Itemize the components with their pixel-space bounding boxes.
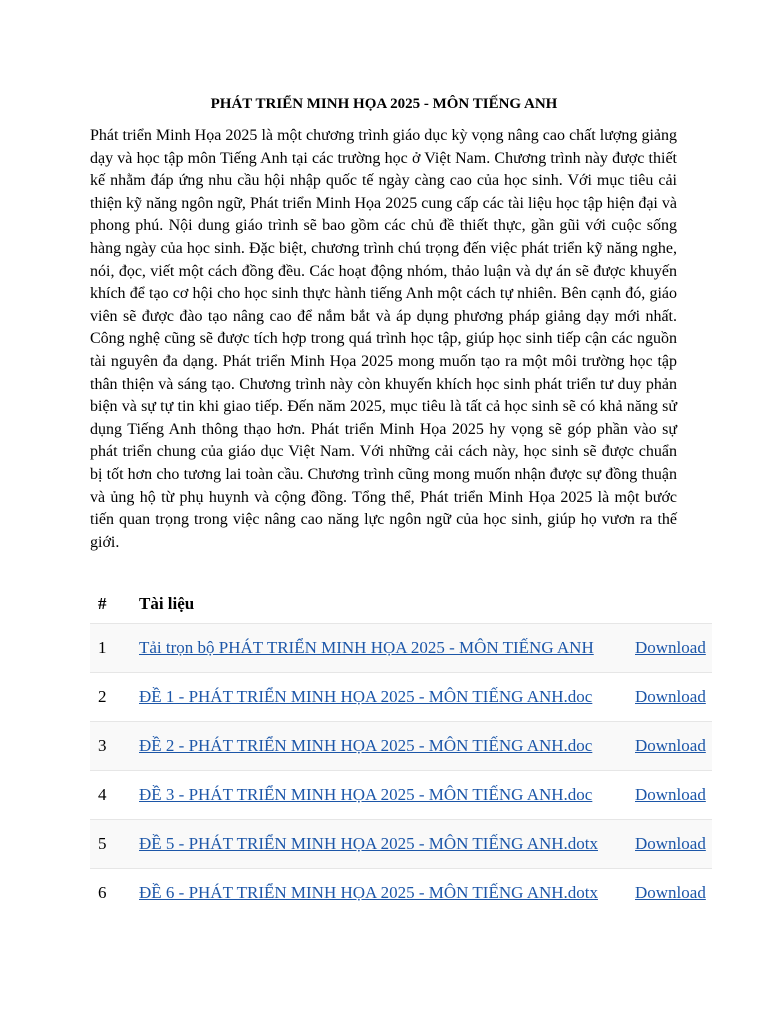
download-link[interactable]: Download: [635, 687, 706, 706]
table-row: [90, 624, 712, 673]
table-header-row: [90, 585, 712, 624]
table-row: [90, 869, 712, 918]
download-cell: [635, 624, 712, 673]
documents-table: [90, 585, 712, 918]
header-number: #: [98, 594, 107, 613]
table-row: [90, 673, 712, 722]
header-document: Tài liệu: [139, 594, 195, 613]
download-cell: [635, 869, 712, 918]
document-cell: [139, 624, 635, 673]
download-cell: [635, 771, 712, 820]
row-number: 1: [98, 638, 107, 657]
document-link[interactable]: ĐỀ 2 - PHÁT TRIỂN MINH HỌA 2025 - MÔN TIẾNG ANH.doc: [139, 736, 593, 755]
download-link[interactable]: Download: [635, 883, 706, 903]
download-link[interactable]: Download: [635, 736, 706, 755]
row-number: 3: [98, 736, 107, 755]
table-row: [90, 771, 712, 820]
download-link[interactable]: Download: [635, 834, 706, 853]
download-cell: [635, 820, 712, 869]
document-cell: [139, 673, 635, 722]
download-cell: [635, 673, 712, 722]
document-link[interactable]: ĐỀ 3 - PHÁT TRIỂN MINH HỌA 2025 - MÔN TIẾNG ANH.doc: [139, 785, 593, 804]
document-cell: [139, 771, 635, 820]
document-cell: [139, 722, 635, 771]
download-link[interactable]: Download: [635, 638, 706, 657]
document-link[interactable]: ĐỀ 1 - PHÁT TRIỂN MINH HỌA 2025 - MÔN TIẾNG ANH.doc: [139, 687, 593, 706]
table-row: [90, 722, 712, 771]
document-link[interactable]: ĐỀ 5 - PHÁT TRIỂN MINH HỌA 2025 - MÔN TIẾNG ANH.dotx: [139, 834, 598, 853]
table-row: [90, 820, 712, 869]
document-cell: [139, 820, 635, 869]
document-cell: [139, 869, 635, 918]
download-cell: [635, 722, 712, 771]
row-number: 4: [98, 785, 107, 804]
row-number: 5: [98, 834, 107, 853]
document-link[interactable]: Tải trọn bộ PHÁT TRIỂN MINH HỌA 2025 - MÔN TIẾNG ANH: [139, 638, 594, 657]
row-number: 6: [98, 883, 107, 903]
document-paragraph: Phát triển Minh Họa 2025 là một chương trình giáo dục kỳ vọng nâng cao chất lượng giảng dạy và học tập môn Tiếng Anh tại các trường học ở Việt Nam. Chương trình này được thiết kế nhằm đáp ứng nhu cầu hội nhập quốc tế ngày càng cao của học sinh. Với mục tiêu cải thiện kỹ năng ngôn ngữ, Phát triển Minh Họa 2025 cung cấp các tài liệu học tập hiện đại và phong phú. Nội dung giáo trình sẽ bao gồm các chủ đề thiết thực, gần gũi với cuộc sống hàng ngày của học sinh. Đặc biệt, chương trình chú trọng đến việc phát triển kỹ năng nghe, nói, đọc, viết một cách đồng đều. Các hoạt động nhóm, thảo luận và dự án sẽ được khuyến khích để tạo cơ hội cho học sinh thực hành tiếng Anh một cách tự nhiên. Bên cạnh đó, giáo viên sẽ được đào tạo nâng cao để nắm bắt và áp dụng phương pháp giảng dạy mới nhất. Công nghệ cũng sẽ được tích hợp trong quá trình học tập, giúp học sinh tiếp cận các nguồn tài nguyên đa dạng. Phát triển Minh Họa 2025 mong muốn tạo ra một môi trường học tập thân thiện và sáng tạo. Chương trình này còn khuyến khích học sinh phát triển tư duy phản biện và sự tự tin khi giao tiếp. Đến năm 2025, mục tiêu là tất cả học sinh sẽ có khả năng sử dụng Tiếng Anh thông thạo hơn. Phát triển Minh Họa 2025 hy vọng sẽ góp phần vào sự phát triển chung của giáo dục Việt Nam. Với những cải cách này, học sinh sẽ được chuẩn bị tốt hơn cho tương lai toàn cầu. Chương trình cũng mong muốn nhận được sự đồng thuận và ủng hộ từ phụ huynh và cộng đồng. Tổng thể, Phát triển Minh Họa 2025 là một bước tiến quan trọng trong việc nâng cao năng lực ngôn ngữ của học sinh, giúp họ vươn ra thế giới.: [90, 127, 677, 551]
row-number: 2: [98, 687, 107, 706]
document-title: PHÁT TRIỂN MINH HỌA 2025 - MÔN TIẾNG ANH: [210, 96, 558, 112]
header-action: [635, 585, 712, 624]
document-link[interactable]: ĐỀ 6 - PHÁT TRIỂN MINH HỌA 2025 - MÔN TIẾNG ANH.dotx: [139, 883, 598, 903]
download-link[interactable]: Download: [635, 785, 706, 804]
